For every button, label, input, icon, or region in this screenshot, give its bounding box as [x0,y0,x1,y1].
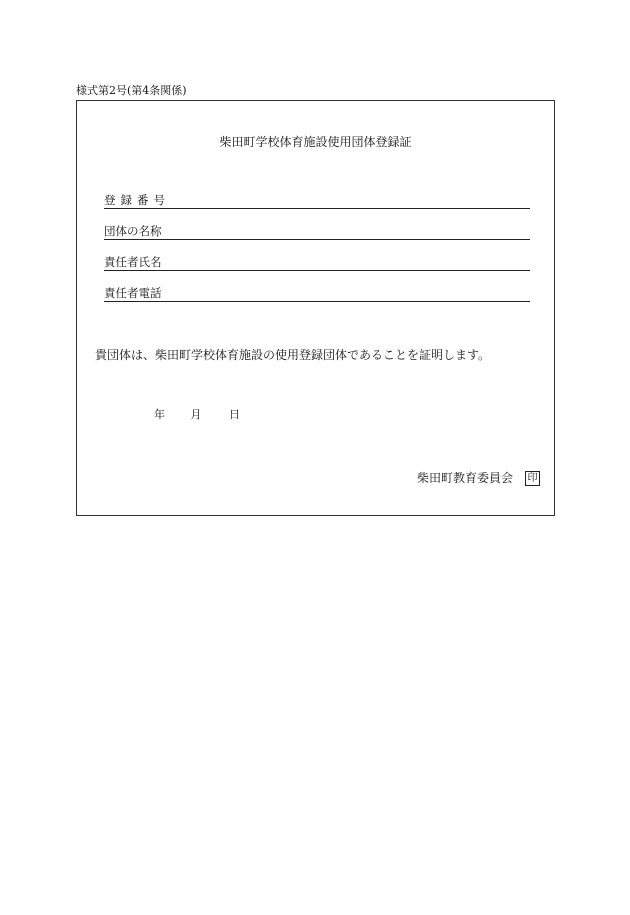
field-representative-phone[interactable] [104,285,530,302]
field-label-representative-phone: 責任者電話 [104,286,162,300]
seal-icon: 印 [525,471,540,486]
issue-date [154,408,240,422]
issuer-block [417,470,540,486]
field-registration-number[interactable] [104,192,530,209]
date-day-label: 日 [229,408,240,421]
issuer-name: 柴田町教育委員会 [416,471,513,485]
registration-certificate [76,100,555,516]
form-number-label: 様式第2号(第4条関係) [76,84,187,97]
date-year-label: 年 [154,408,165,421]
field-label-registration-number: 登録番号 [104,193,170,207]
document-title: 柴田町学校体育施設使用団体登録証 [219,135,412,149]
field-group-name[interactable] [104,223,530,240]
certification-statement: 貴団体は、柴田町学校体育施設の使用登録団体であることを証明します。 [95,348,491,362]
field-label-group-name: 団体の名称 [104,224,162,238]
field-representative-name[interactable] [104,254,530,271]
date-month-label: 月 [190,408,202,421]
field-label-representative-name: 責任者氏名 [104,255,162,269]
